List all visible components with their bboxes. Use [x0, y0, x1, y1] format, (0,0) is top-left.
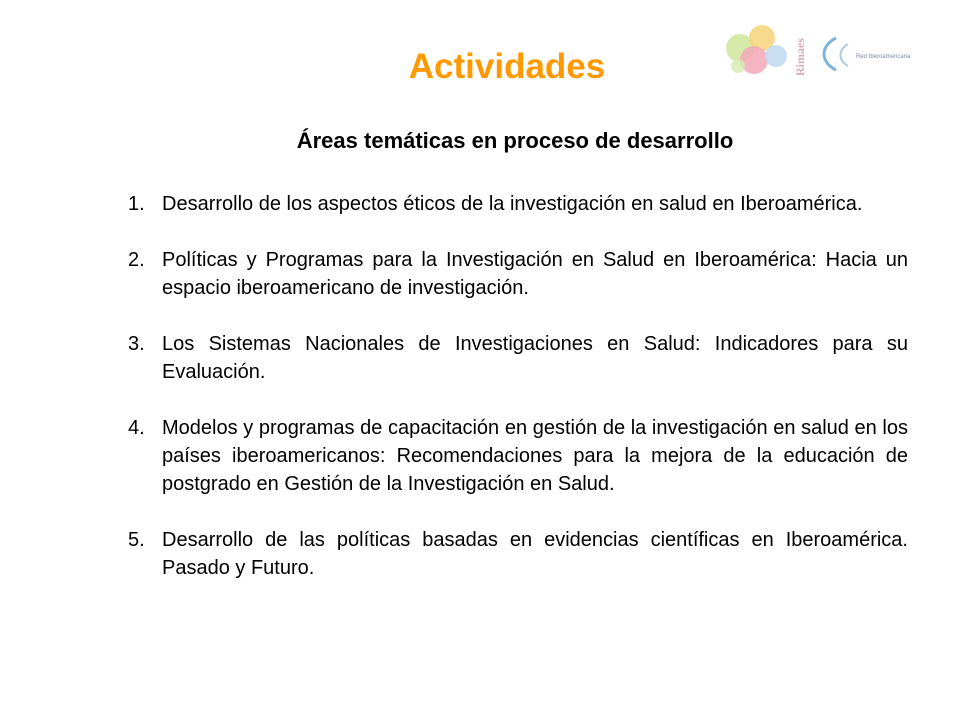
list-item	[128, 414, 908, 498]
section-subtitle: Áreas temáticas en proceso de desarrollo	[296, 128, 734, 153]
list-item-number: 5.	[128, 529, 145, 551]
logo-network-text: Red Iberoamericana	[856, 54, 911, 60]
logo-brand-text: Rimaes	[793, 38, 807, 76]
list-item-text: Modelos y programas de capacitación en gestión de la investigación en salud en los países iberoamericanos: Recomendaciones para la mejora de la educación de postgrado en Gestión de la Investigación en Salud.	[162, 417, 908, 495]
list-item-text: Desarrollo de las políticas basadas en evidencias científicas en Iberoamérica. Pasado y Futuro.	[162, 529, 908, 579]
list-item-number: 2.	[128, 249, 145, 271]
list-item-text: Políticas y Programas para la Investigación en Salud en Iberoamérica: Hacia un espacio iberoamericano de investigación.	[162, 249, 908, 299]
list-item-text: Desarrollo de los aspectos éticos de la investigación en salud en Iberoamérica.	[162, 193, 863, 215]
list-item-number: 1.	[128, 193, 145, 215]
thematic-areas-list	[128, 190, 908, 610]
list-item	[128, 190, 908, 218]
list-item-text: Los Sistemas Nacionales de Investigaciones en Salud: Indicadores para su Evaluación.	[162, 333, 908, 383]
list-item	[128, 246, 908, 302]
list-item	[128, 526, 908, 582]
page-title: Actividades	[408, 47, 606, 86]
list-item-number: 4.	[128, 417, 145, 439]
list-item	[128, 330, 908, 386]
list-item-number: 3.	[128, 333, 145, 355]
